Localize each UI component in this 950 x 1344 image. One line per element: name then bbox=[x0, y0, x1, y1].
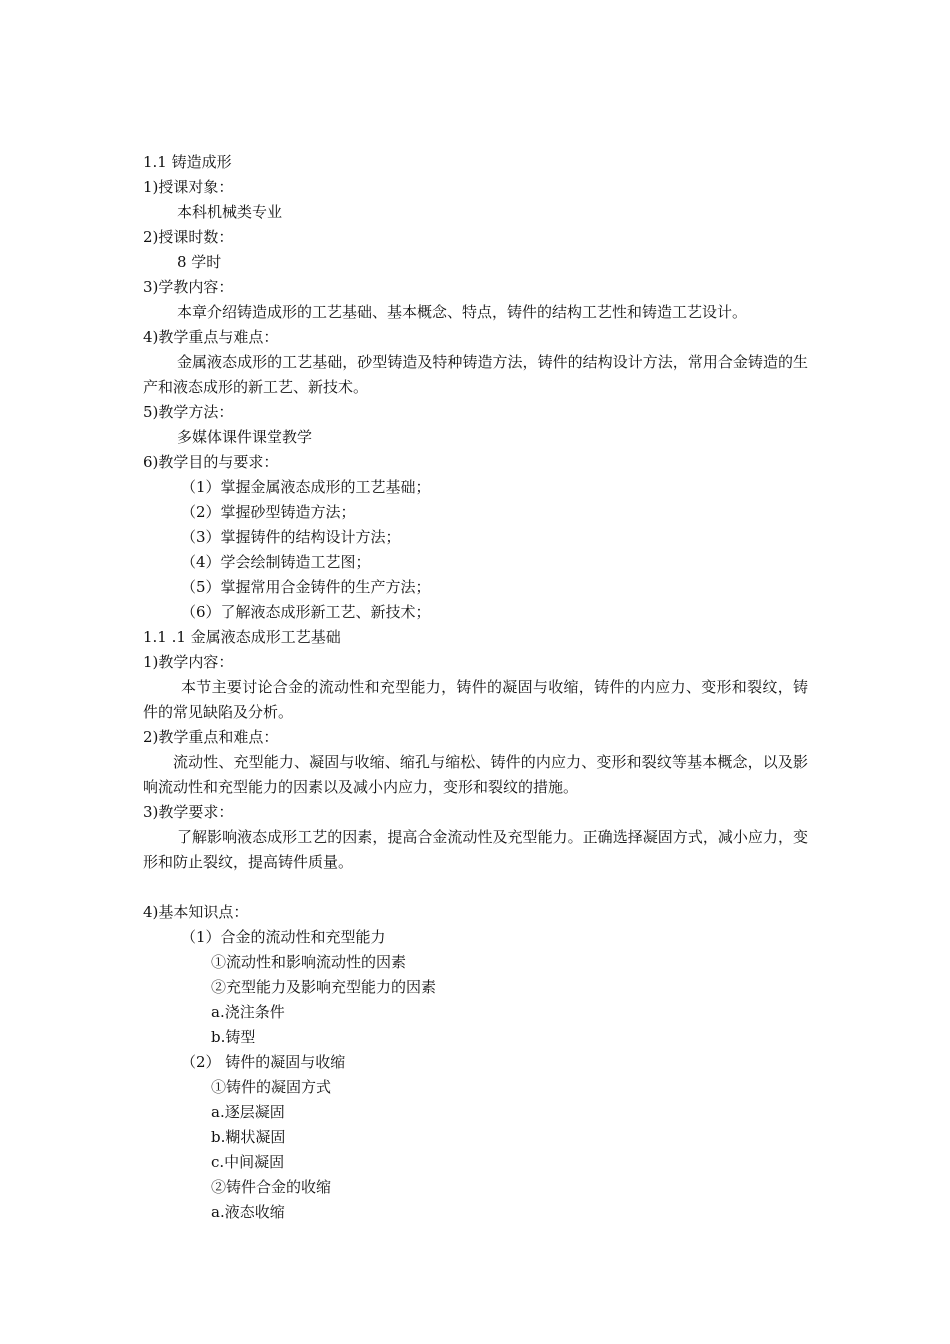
item-text-content: 本节主要讨论合金的流动性和充型能力，铸件的凝固与收缩，铸件的内应力、变形和裂纹，铸件的常见缺陷及分析。 bbox=[143, 678, 808, 721]
item-heading-method: 5)教学方法： bbox=[143, 403, 234, 421]
goal-list-item: （3）掌握铸件的结构设计方法； bbox=[181, 528, 401, 546]
item-heading-content: 1)教学内容： bbox=[143, 653, 234, 671]
document-body bbox=[143, 150, 808, 1225]
item-heading-key-points: 4)教学重点与难点： bbox=[143, 328, 279, 346]
knowledge-subitem: b.铸型 bbox=[211, 1028, 256, 1046]
item-heading-key-points: 2)教学重点和难点： bbox=[143, 728, 279, 746]
item-text-method: 多媒体课件课堂教学 bbox=[177, 428, 313, 446]
subsection-heading: 1.1 .1 金属液态成形工艺基础 bbox=[143, 628, 341, 646]
item-text-hours: 8 学时 bbox=[177, 253, 222, 271]
knowledge-subitem: a.逐层凝固 bbox=[211, 1103, 285, 1121]
item-heading-content: 3)学教内容： bbox=[143, 278, 234, 296]
knowledge-subitem: ①铸件的凝固方式 bbox=[211, 1078, 332, 1096]
goal-list-item: （2）掌握砂型铸造方法； bbox=[181, 503, 356, 521]
item-heading-goals: 6)教学目的与要求： bbox=[143, 453, 279, 471]
item-heading-knowledge: 4)基本知识点： bbox=[143, 903, 249, 921]
goal-list-item: （5）掌握常用合金铸件的生产方法； bbox=[181, 578, 431, 596]
blank-line bbox=[143, 875, 808, 900]
item-text-key-points: 流动性、充型能力、凝固与收缩、缩孔与缩松、铸件的内应力、变形和裂纹等基本概念，以及影响流动性和充型能力的因素以及减小内应力，变形和裂纹的措施。 bbox=[143, 753, 808, 796]
item-heading-hours: 2)授课时数： bbox=[143, 228, 234, 246]
knowledge-item: （1）合金的流动性和充型能力 bbox=[181, 928, 386, 946]
item-heading-requirements: 3)教学要求： bbox=[143, 803, 234, 821]
item-text-content: 本章介绍铸造成形的工艺基础、基本概念、特点，铸件的结构工艺性和铸造工艺设计。 bbox=[177, 303, 748, 321]
knowledge-subitem: c.中间凝固 bbox=[211, 1153, 285, 1171]
goal-list-item: （1）掌握金属液态成形的工艺基础； bbox=[181, 478, 431, 496]
knowledge-subitem: ②充型能力及影响充型能力的因素 bbox=[211, 978, 437, 996]
knowledge-item: （2） 铸件的凝固与收缩 bbox=[181, 1053, 346, 1071]
knowledge-subitem: a.液态收缩 bbox=[211, 1203, 285, 1221]
goal-list-item: （6）了解液态成形新工艺、新技术； bbox=[181, 603, 431, 621]
knowledge-subitem: ②铸件合金的收缩 bbox=[211, 1178, 332, 1196]
section-heading: 1.1 铸造成形 bbox=[143, 153, 232, 171]
goal-list-item: （4）学会绘制铸造工艺图； bbox=[181, 553, 371, 571]
knowledge-subitem: ①流动性和影响流动性的因素 bbox=[211, 953, 407, 971]
item-text-key-points: 金属液态成形的工艺基础，砂型铸造及特种铸造方法，铸件的结构设计方法，常用合金铸造的生产和液态成形的新工艺、新技术。 bbox=[143, 353, 808, 396]
item-heading-teaching-target: 1)授课对象： bbox=[143, 178, 234, 196]
knowledge-subitem: b.糊状凝固 bbox=[211, 1128, 286, 1146]
item-text-requirements: 了解影响液态成形工艺的因素，提高合金流动性及充型能力。正确选择凝固方式，减小应力，变形和防止裂纹，提高铸件质量。 bbox=[143, 828, 808, 871]
knowledge-subitem: a.浇注条件 bbox=[211, 1003, 285, 1021]
item-text-teaching-target: 本科机械类专业 bbox=[177, 203, 283, 221]
